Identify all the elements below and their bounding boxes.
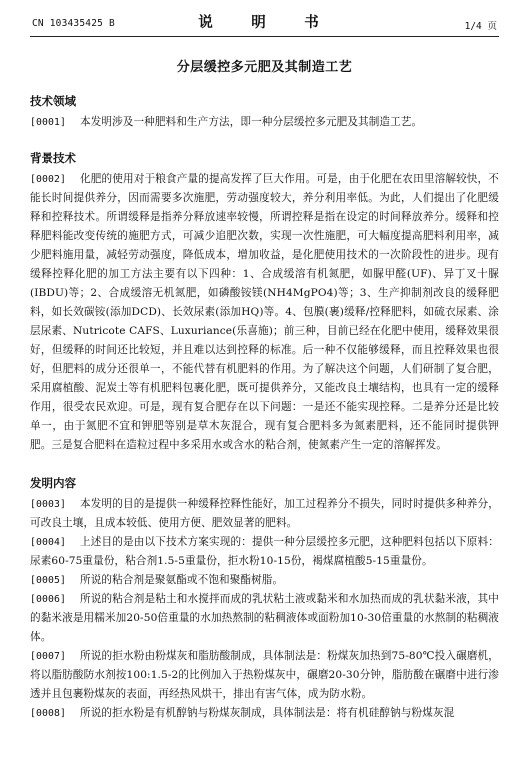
paragraph-text: 上述目的是由以下技术方案实现的：提供一种分层缓控多元肥，这种肥料包括以下原料：尿素60-75重量份，粘合剂1.5-5重量份，拒水粉10-15份，褐煤腐植酸5-15重量份。: [30, 536, 499, 567]
paragraph: [30, 170, 499, 455]
paragraph-text: 化肥的使用对于粮食产量的提高发挥了巨大作用。可是，由于化肥在农田里溶解较快，不能长时间提供养分，因而需要多次施肥，劳动强度较大，养分利用率低。为此，人们提出了化肥缓释和控释技术。所谓缓释是指养分释放速率较慢，所谓控释是指在设定的时间释放养分。缓释和控释肥料能改变传统的施肥方式，可减少追肥次数，实现一次性施肥，可大幅度提高肥料利用率，减少肥料施用量，减轻劳动强度，降低成本，增加收益，是化肥使用技术的一次阶段性的进步。现有缓释控释化肥的加工方法主要有以下四种：1、合成缓溶有机氮肥，如脲甲醛(UF)、异丁叉十脲(IBDU)等；2、合成缓溶无机氮肥，如磷酸铵镁(NH4MgPO4)等；3、生产抑制剂改良的缓释肥料，如长效碳铵(添加DCD)、长效尿素(添加HQ)等。4、包膜(裹)缓释/控释肥料，如硫衣尿素、涂层尿素、Nutricote CAFS、Luxuriance(乐喜施)；前三种，目前已经在化肥中使用，缓释效果很好，但缓释的时间还比较短，并且难以达到控释的标准。后一种不仅能够缓释，而且控释效果也很好，但肥料的成分还很单一，不能代替有机肥料的作用。为了解决这个问题，人们研制了复合肥，采用腐植酸、泥炭土等有机肥料包裹化肥，既可提供养分，又能改良土壤结构，也具有一定的缓释作用，很受农民欢迎。可是，现有复合肥存在以下问题：一是还不能实现控释。二是养分还是比较单一，由于氮肥不宜和钾肥等别是草木灰混合，现有复合肥料多为氮素肥料，还不能同时提供钾肥。三是复合肥料在造粒过程中多采用水或含水的粘合剂，使氮素产生一定的溶解挥发。: [30, 173, 499, 451]
paragraph: [30, 533, 499, 571]
paragraph-number: [0005]: [30, 575, 66, 586]
paragraph-number: [0004]: [30, 537, 66, 548]
paragraph-text: 所说的粘合剂是聚氨酯或不饱和聚酯树脂。: [80, 574, 284, 586]
header-divider: [30, 36, 499, 37]
section-heading: 技术领域: [30, 94, 76, 108]
paragraph: [30, 647, 499, 704]
paragraph: [30, 113, 499, 132]
paragraph-text: 本发明涉及一种肥料和生产方法，即一种分层缓控多元肥及其制造工艺。: [80, 116, 423, 128]
header-title: 说 明 书: [198, 14, 331, 31]
document-title: 分层缓控多元肥及其制造工艺: [176, 60, 353, 75]
paragraph: [30, 495, 499, 533]
page-number: 1/4 页: [464, 21, 497, 32]
section-invention: [30, 475, 499, 723]
paragraph-number: [0007]: [30, 651, 66, 662]
section-heading: 发明内容: [30, 476, 76, 490]
section-heading: 背景技术: [30, 151, 76, 165]
paragraph-text: 所说的粘合剂是粘土和水搅拌而成的乳状粘土液或黏米和水加热而成的乳状黏米液，其中的黏米液是用糯米加20-50倍重量的水加热熬制的粘稠液体或面粉加10-30倍重量的水熬制的粘稠液体。: [30, 593, 499, 643]
section-background: [30, 150, 499, 455]
section-technical-field: [30, 93, 499, 132]
paragraph-text: 本发明的目的是提供一种缓释控释性能好，加工过程养分不损失，同时时提供多种养分，可改良土壤，且成本较低、使用方便、肥效显著的肥料。: [30, 498, 499, 529]
paragraph-number: [0001]: [30, 117, 66, 128]
paragraph-number: [0006]: [30, 594, 66, 605]
page-header: [30, 0, 499, 36]
patent-number: CN 103435425 B: [32, 18, 115, 29]
paragraph-number: [0002]: [30, 174, 66, 185]
paragraph: [30, 704, 499, 723]
paragraph-text: 所说的拒水粉是有机醇钠与粉煤灰制成，具体制法是：将有机硅醇钠与粉煤灰混: [80, 707, 455, 719]
paragraph-number: [0003]: [30, 499, 66, 510]
paragraph: [30, 590, 499, 647]
paragraph-text: 所说的拒水粉由粉煤灰和脂肪酸制成，具体制法是：粉煤灰加热到75-80℃投入碾磨机，将以脂肪酸防水剂按100:1.5-2的比例加入于热粉煤灰中，碾磨20-30分钟，脂肪酸在碾磨中进行渗透并且包裹粉煤灰的表面，再经热风烘干，排出有害气体，成为防水粉。: [30, 650, 499, 700]
paragraph: [30, 571, 499, 590]
paragraph-number: [0008]: [30, 708, 66, 719]
